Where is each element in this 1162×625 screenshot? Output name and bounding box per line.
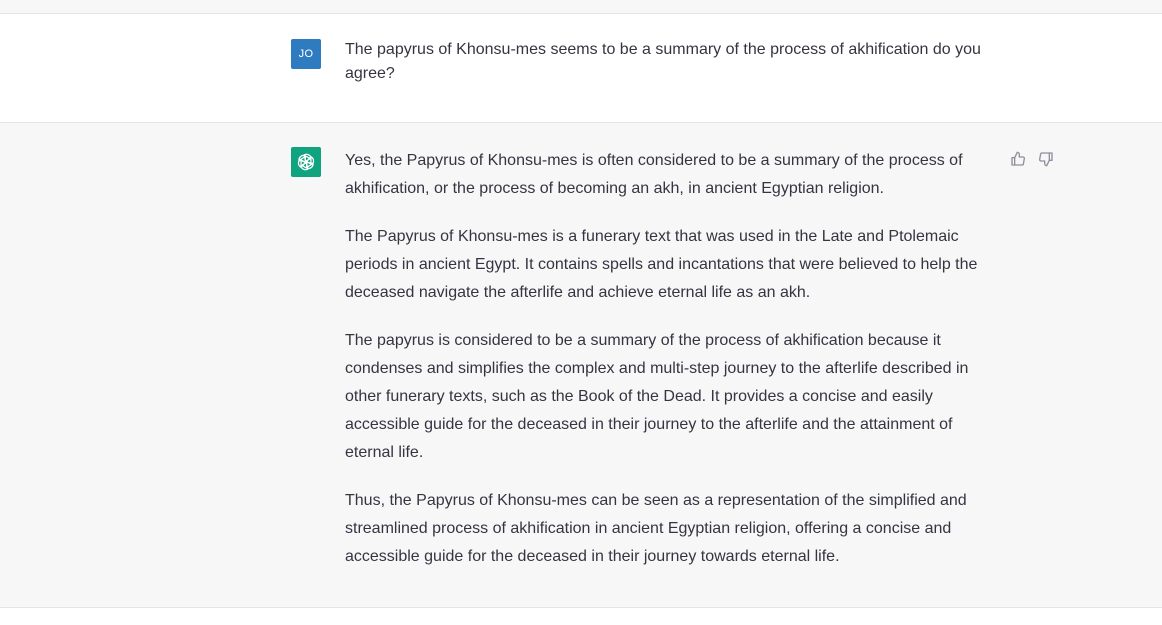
assistant-message-row [0, 123, 1162, 608]
thumbs-down-button[interactable] [1037, 150, 1055, 168]
assistant-avatar [291, 147, 321, 177]
assistant-paragraph: Thus, the Papyrus of Khonsu-mes can be seen as a representation of the simplified and streamlined process of akhification in ancient Egyptian religion, offering a concise and accessible guide for the deceased in their journey towards eternal life. [345, 492, 967, 565]
assistant-paragraph: Yes, the Papyrus of Khonsu-mes is often considered to be a summary of the process of akhification, or the process of becoming an akh, in ancient Egyptian religion. [345, 152, 963, 197]
previous-message-strip [0, 0, 1162, 14]
thumbs-up-button[interactable] [1009, 150, 1027, 168]
user-message-text: The papyrus of Khonsu-mes seems to be a summary of the process of akhification do you agree? [345, 41, 981, 82]
user-avatar [291, 39, 321, 69]
assistant-paragraph: The Papyrus of Khonsu-mes is a funerary text that was used in the Late and Ptolemaic periods in ancient Egypt. It contains spells and incantations that were believed to help the deceased navigate the afterlife and achieve eternal life as an akh. [345, 228, 978, 301]
thumbs-up-icon [1010, 151, 1026, 167]
openai-logo-icon [295, 151, 317, 173]
user-message-row [0, 14, 1162, 123]
thumbs-down-icon [1038, 151, 1054, 167]
assistant-message-text [345, 147, 1000, 591]
assistant-paragraph: The papyrus is considered to be a summary of the process of akhification because it condenses and simplifies the complex and multi-step journey to the afterlife described in other funerary texts, such as the Book of the Dead. It provides a concise and easily accessible guide for the deceased in their journey to the afterlife and the attainment of eternal life. [345, 332, 969, 461]
user-avatar-initials: JO [298, 48, 314, 60]
bottom-area [0, 608, 1162, 625]
